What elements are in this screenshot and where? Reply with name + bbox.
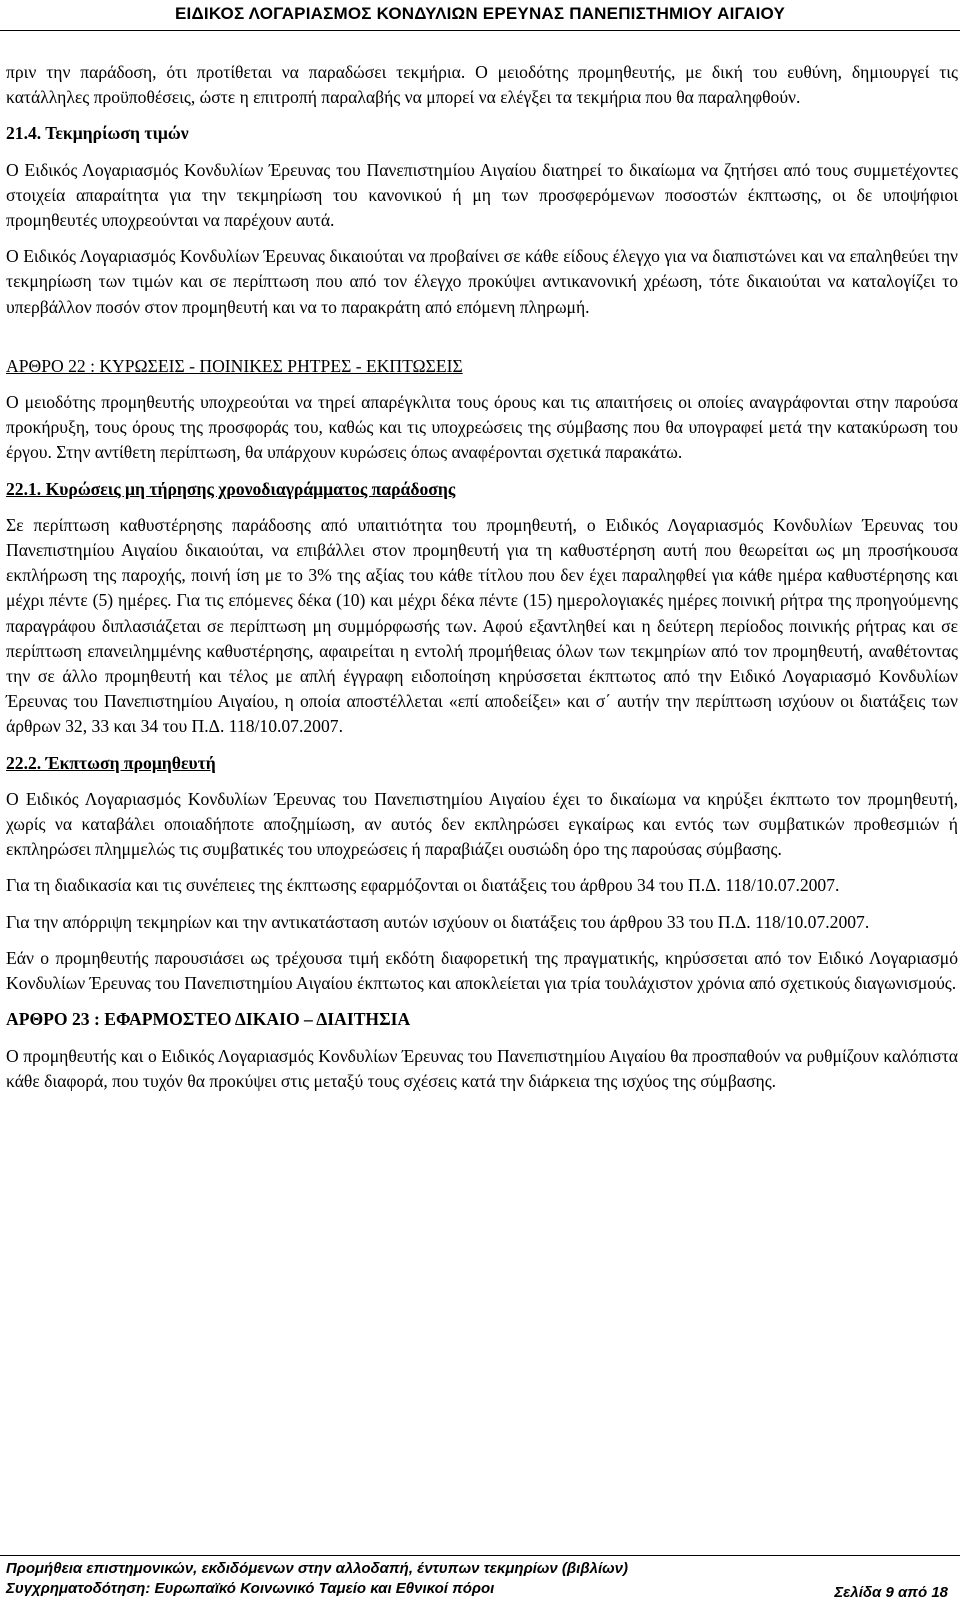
document-body xyxy=(6,60,958,1105)
footer-funding-line: Συγχρηματοδότηση: Ευρωπαϊκό Κοινωνικό Ταμείο και Εθνικοί πόροι xyxy=(6,1580,495,1597)
paragraph-false-price: Εάν ο προμηθευτής παρουσιάσει ως τρέχουσα τιμή εκδότη διαφορετική της πραγματικής, κηρύσσεται από τον Ειδικό Λογαριασμό Κονδυλίων Έρευνας του Πανεπιστημίου Αιγαίου έκπτωτος και αποκλείεται για τρία τουλάχιστον χρόνια από σχετικούς διαγωνισμούς. xyxy=(6,947,958,994)
paragraph-supplier-forfeiture: Ο Ειδικός Λογαριασμός Κονδυλίων Έρευνας του Πανεπιστημίου Αιγαίου έχει το δικαίωμα να κηρύξει έκπτωτο τον προμηθευτή, χωρίς να καταβάλει οποιαδήποτε αποζημίωση, αν αυτός δεν εκπληρώσει εγκαίρως και εντός των συμβατικών προθεσμιών ή εκπληρώσει πλημμελώς τις συμβατικές του υποχρεώσεις ή παραβιάζει ουσιώδη όρο της παρούσας σύμβασης. xyxy=(6,788,958,860)
footer-project-line: Προμήθεια επιστημονικών, εκδιδόμενων στην αλλοδαπή, έντυπων τεκμηρίων (βιβλίων) xyxy=(6,1560,629,1577)
article-23-heading: ΑΡΘΡΟ 23 : ΕΦΑΡΜΟΣΤΕΟ ΔΙΚΑΙΟ – ΔΙΑΙΤΗΣΙΑ xyxy=(6,1009,411,1030)
paragraph-delivery-notice: πριν την παράδοση, ότι προτίθεται να παραδώσει τεκμήρια. Ο μειοδότης προμηθευτής, με δική του ευθύνη, δημιουργεί τις κατάλληλες προϋποθέσεις, ώστε η επιτροπή παραλαβής να μπορεί να ελέγξει τα τεκμήρια που θα παραληφθούν. xyxy=(6,62,958,108)
header-rule xyxy=(0,30,960,31)
article-22-heading: ΑΡΘΡΟ 22 : ΚΥΡΩΣΕΙΣ - ΠΟΙΝΙΚΕΣ ΡΗΤΡΕΣ - ΕΚΠΤΩΣΕΙΣ xyxy=(6,355,463,376)
page-number: Σελίδα 9 από 18 xyxy=(834,1584,948,1601)
paragraph-forfeiture-procedure: Για τη διαδικασία και τις συνέπειες της έκπτωσης εφαρμόζονται οι διατάξεις του άρθρου 34 του Π.Δ. 118/10.07.2007. xyxy=(6,875,840,896)
section-heading-22-1: 22.1. Κυρώσεις μη τήρησης χρονοδιαγράμματος παράδοσης xyxy=(6,478,456,499)
section-heading-21-4: 21.4. Τεκμηρίωση τιμών xyxy=(6,123,189,144)
page-footer xyxy=(6,1559,956,1599)
paragraph-supplier-obligations: Ο μειοδότης προμηθευτής υποχρεούται να τηρεί απαρέγκλιτα τους όρους και τις απαιτήσεις οι οποίες αναγράφονται στην παρούσα προκήρυξη, τους όρους της προσφοράς του, καθώς και τις υποχρεώσεις της σύμβασης που θα υπογραφεί μετά την κατακύρωση του έργου. Στην αντίθετη περίπτωση, θα υπάρχουν κυρώσεις όπως αναφέρονται σχετικά παρακάτω. xyxy=(6,392,958,463)
paragraph-delay-penalties: Σε περίπτωση καθυστέρησης παράδοσης από υπαιτιότητα του προμηθευτή, ο Ειδικός Λογαριασμός Κονδυλίων Έρευνας του Πανεπιστημίου Αιγαίου δικαιούται, να επιβάλλει στον προμηθευτή για τη καθυστέρηση αυτή που θεωρείται ως μη προσήκουσα εκπλήρωση της παροχής, ποινή ίση με το 3% της αξίας του κάθε τίτλου που δεν έχει παραληφθεί για κάθε ημέρα καθυστέρησης και μέχρι πέντε (5) ημέρες. Για τις επόμενες δέκα (10) και μέχρι δέκα πέντε (15) ημερολογιακές ημέρες ποινική ρήτρα της προηγούμενης παραγράφου διπλασιάζεται σε περίπτωση μη συμμόρφωσής των. Αφού εξαντληθεί και η δεύτερη περίοδος ποινικής ρήτρας και σε περίπτωση επανειλημμένης καθυστέρησης, αφαιρείται η εντολή προμήθειας όλων των τεκμηρίων από τον προμηθευτή, αναθέτοντας την σε άλλο προμηθευτή και τέλος με απλή έγγραφη ειδοποίηση κηρύσσεται έκπτωτος από την Ειδικό Λογαριασμό Κονδυλίων Έρευνας του Πανεπιστημίου Αιγαίου, η οποία αποστέλλεται «επί αποδείξει» και σ΄ αυτήν την περίπτωση ισχύουν οι διατάξεις των άρθρων 32, 33 και 34 του Π.Δ. 118/10.07.2007. xyxy=(6,514,958,737)
section-heading-22-2: 22.2. Έκπτωση προμηθευτή xyxy=(6,752,216,773)
paragraph-price-documentation: Ο Ειδικός Λογαριασμός Κονδυλίων Έρευνας του Πανεπιστημίου Αιγαίου διατηρεί το δικαίωμα να ζητήσει από τους συμμετέχοντες στοιχεία απαραίτητα για την τεκμηρίωση του κανονικού ή μη των προσφερόμενων ποσοστών έκπτωσης, οι δε υποψήφιοι προμηθευτές υποχρεούνται να παρέχουν αυτά. xyxy=(6,159,958,231)
paragraph-price-audit: Ο Ειδικός Λογαριασμός Κονδυλίων Έρευνας δικαιούται να προβαίνει σε κάθε είδους έλεγχο για να διαπιστώνει και να επαληθεύει την τεκμηρίωση των τιμών και σε περίπτωση που από τον έλεγχο προκύψει αντικανονική χρέωση, τότε δικαιούται να καταλογίζει το υπερβάλλον ποσόν στον προμηθευτή και να το παρακράτη από επόμενη πληρωμή. xyxy=(6,246,958,317)
page-header xyxy=(0,0,960,24)
footer-rule xyxy=(0,1555,960,1556)
header-title: ΕΙΔΙΚΟΣ ΛΟΓΑΡΙΑΣΜΟΣ ΚΟΝΔΥΛΙΩΝ ΕΡΕΥΝΑΣ ΠΑΝΕΠΙΣΤΗΜΙΟΥ ΑΙΓΑΙΟΥ xyxy=(175,4,785,23)
paragraph-dispute-resolution: Ο προμηθευτής και ο Ειδικός Λογαριασμός Κονδυλίων Έρευνας του Πανεπιστημίου Αιγαίου θα προσπαθούν να ρυθμίζουν καλόπιστα κάθε διαφορά, που τυχόν θα προκύψει στις μεταξύ τους σχέσεις κατά την διάρκεια της ισχύος της σύμβασης. xyxy=(6,1045,958,1091)
paragraph-rejection-replacement: Για την απόρριψη τεκμηρίων και την αντικατάσταση αυτών ισχύουν οι διατάξεις του άρθρου 33 του Π.Δ. 118/10.07.2007. xyxy=(6,911,870,932)
